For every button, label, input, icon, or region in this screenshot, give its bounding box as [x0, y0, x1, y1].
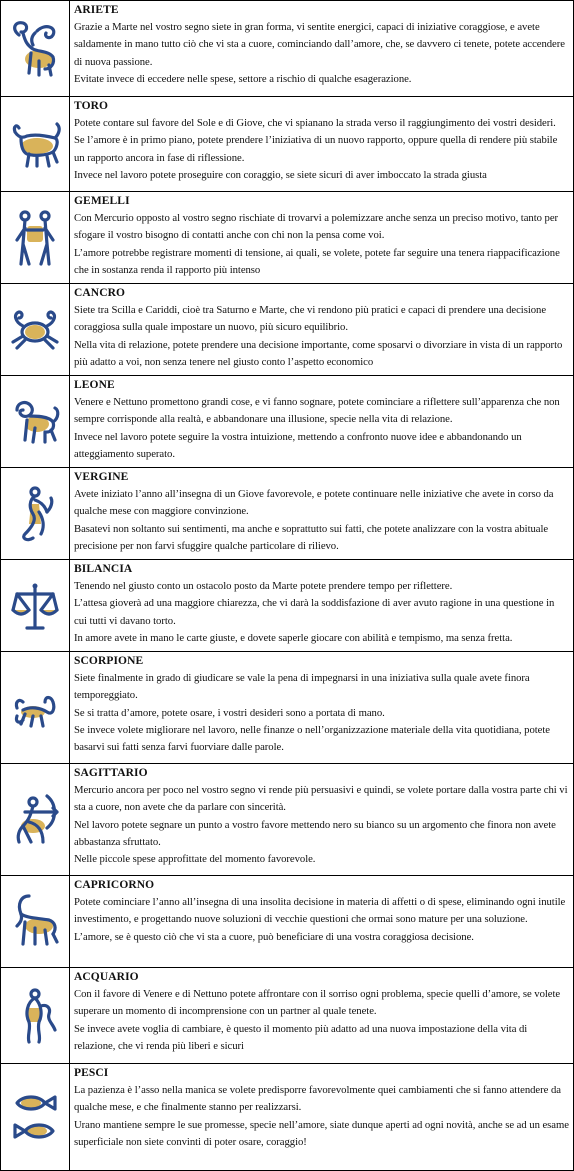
paragraph: Mercurio ancora per poco nel vostro segno vi rende più persuasivi e quindi, se volete portare dalla vostra parte chi vi sta a cuore, non avete che da parlare con sincerità. [74, 784, 568, 814]
archer-icon [1, 764, 70, 875]
paragraph: Basatevi non soltanto sui sentimenti, ma anche e soprattutto sui fatti, che potete analizzare con la vostra abituale precisione per non farvi sfuggire qualche particolare di rilievo. [74, 522, 549, 552]
virgin-icon [1, 468, 70, 559]
paragraph: Se invece volete migliorare nel lavoro, nelle finanze o nell’organizzazione materiale della vita quotidiana, potete basarvi sui fatti senza farvi fuorviare dalle parole. [74, 723, 550, 754]
goat-icon [1, 876, 70, 967]
paragraph: Se si tratta d’amore, potete osare, i vostri desideri sono a portata di mano. [74, 706, 385, 719]
paragraph: Evitate invece di eccedere nelle spese, settore a rischio di qualche esagerazione. [74, 72, 412, 85]
paragraph: Avete iniziato l’anno all’insegna di un Giove favorevole, e potete continuare nelle iniziative che avete in corso da qualche mese con maggiore convinzione. [74, 488, 554, 518]
paragraph: Invece nel lavoro potete proseguire con coraggio, se siete sicuri di aver imboccato la strada giusta [74, 168, 487, 181]
crab-icon [1, 284, 70, 375]
sign-row-sagittario [1, 764, 573, 876]
sign-text [70, 560, 573, 651]
paragraph: La pazienza è l’asso nella manica se volete predisporre favorevolmente quei cambiamenti che si fanno attendere da qualche mese, e che finalmente stanno per realizzarsi. [74, 1084, 561, 1114]
paragraph: Nella vita di relazione, potete prendere una decisione importante, come sposarvi o divorziare in vista di un rapporto più adatto a voi, non senza tenere nel giusto conto l’aspetto economico [74, 338, 563, 368]
sign-text [70, 284, 573, 375]
sign-text [70, 192, 573, 283]
twins-icon [1, 192, 70, 283]
sign-row-ariete [1, 1, 573, 97]
sign-title: TORO [74, 100, 109, 112]
sign-text [70, 1064, 573, 1170]
sign-row-leone [1, 376, 573, 468]
ram-icon [1, 1, 70, 96]
sign-row-gemelli [1, 192, 573, 284]
paragraph: Grazie a Marte nel vostro segno siete in gran forma, vi sentite energici, capaci di iniziative coraggiose, e avete saldamente in mano tutto ciò che vi sta a cuore, cominciando dall’amore, che, se davvero ci tenete, potete accendere di nuova passione. [74, 21, 565, 68]
paragraph: Nelle piccole spese approfittate del momento favorevole. [74, 853, 316, 866]
sign-text [70, 652, 573, 763]
paragraph: Se invece avete voglia di cambiare, è questo il momento più adatto ad una nuova impostazione della vita di relazione, che vi renda più liberi e sicuri [74, 1022, 528, 1052]
bull-icon [1, 97, 70, 191]
sign-row-pesci [1, 1064, 573, 1170]
sign-title: ARIETE [74, 4, 119, 16]
paragraph: Urano mantiene sempre le sue promesse, specie nell’amore, siate dunque aperti ad ogni novità, anche se ad un esame superficiale non siete convinti di poter osare, coraggio! [74, 1118, 569, 1148]
sign-text [70, 764, 573, 875]
sign-text [70, 468, 573, 559]
sign-title: SCORPIONE [74, 655, 144, 667]
sign-title: BILANCIA [74, 563, 133, 575]
sign-text [70, 376, 573, 467]
sign-row-scorpione [1, 652, 573, 764]
sign-title: PESCI [74, 1067, 109, 1079]
sign-title: GEMELLI [74, 195, 130, 207]
sign-text [70, 968, 573, 1063]
paragraph: Se l’amore è in primo piano, potete prendere l’iniziativa di un nuovo rapporto, oppure quella di rendere più stabile un rapporto ancora in fase di riflessione. [74, 134, 558, 164]
fishes-icon [1, 1064, 70, 1170]
paragraph: L’attesa gioverà ad una maggiore chiarezza, che vi darà la soddisfazione di aver avuto ragione in una questione in cui tutti vi davano torto. [74, 597, 555, 627]
sign-row-acquario [1, 968, 573, 1064]
paragraph: Potete cominciare l’anno all’insegna di una insolita decisione in materia di affetti o di spese, eliminando ogni inutile investimento, e progettando nuove soluzioni di vecchie questioni che ormai sono mature per una soluzione. [74, 896, 566, 926]
sign-text [70, 876, 573, 967]
sign-title: ACQUARIO [74, 971, 139, 983]
sign-title: CANCRO [74, 287, 126, 299]
paragraph: Tenendo nel giusto conto un ostacolo posto da Marte potete prendere tempo per riflettere. [74, 580, 453, 593]
sign-row-cancro [1, 284, 573, 376]
paragraph: In amore avete in mano le carte giuste, e dovete saperle giocare con abilità e tempismo, ma senza fretta. [74, 631, 513, 644]
sign-row-capricorno [1, 876, 573, 968]
paragraph: L’amore potrebbe registrare momenti di tensione, ai quali, se volete, potete far seguire una tenera riappacificazione che in sostanza renda il rapporto più intenso [74, 246, 560, 276]
sign-title: LEONE [74, 379, 115, 391]
sign-row-bilancia [1, 560, 573, 652]
water-bearer-icon [1, 968, 70, 1063]
sign-row-vergine [1, 468, 573, 560]
paragraph: Con il favore di Venere e di Nettuno potete affrontare con il sorriso ogni problema, specie quelli d’amore, se volete superare un momento di incomprensione con un partner al quale tenete. [74, 988, 561, 1018]
paragraph: Siete tra Scilla e Cariddi, cioè tra Saturno e Marte, che vi rendono più pratici e capaci di prendere una decisione coraggiosa sulla quale impostare un nuovo, più sicuro equilibrio. [74, 304, 547, 334]
paragraph: Nel lavoro potete segnare un punto a vostro favore mettendo nero su bianco su un argomento che finora non avete abbastanza sfruttato. [74, 818, 556, 848]
paragraph: Potete contare sul favore del Sole e di Giove, che vi spianano la strada verso il raggiungimento dei vostri desideri. [74, 117, 556, 130]
paragraph: Venere e Nettuno promettono grandi cose, e vi fanno sognare, potete cominciare a riflettere sull’apparenza che non sempre corrisponde alla realtà, e abbandonare una illusione, specie nella vita di relazione. [74, 396, 560, 426]
sign-title: SAGITTARIO [74, 767, 148, 779]
paragraph: L’amore, se è questo ciò che vi sta a cuore, può beneficiare di una vostra coraggiosa decisione. [74, 930, 474, 943]
lion-icon [1, 376, 70, 467]
sign-title: CAPRICORNO [74, 879, 155, 891]
scales-icon [1, 560, 70, 651]
sign-text [70, 1, 573, 96]
paragraph: Invece nel lavoro potete seguire la vostra intuizione, mettendo a confronto nuove idee e abbandonando un atteggiamento superato. [74, 430, 522, 460]
sign-row-toro [1, 97, 573, 192]
paragraph: Siete finalmente in grado di giudicare se vale la pena di impegnarsi in una iniziativa sulla quale avete finora temporeggiato. [74, 672, 530, 702]
sign-title: VERGINE [74, 471, 129, 483]
sign-text [70, 97, 573, 191]
paragraph: Con Mercurio opposto al vostro segno rischiate di trovarvi a polemizzare anche senza un preciso motivo, tanto per sfogare il vostro bisogno di contatti anche con chi non la pensa come voi. [74, 212, 559, 242]
scorpion-icon [1, 652, 70, 763]
